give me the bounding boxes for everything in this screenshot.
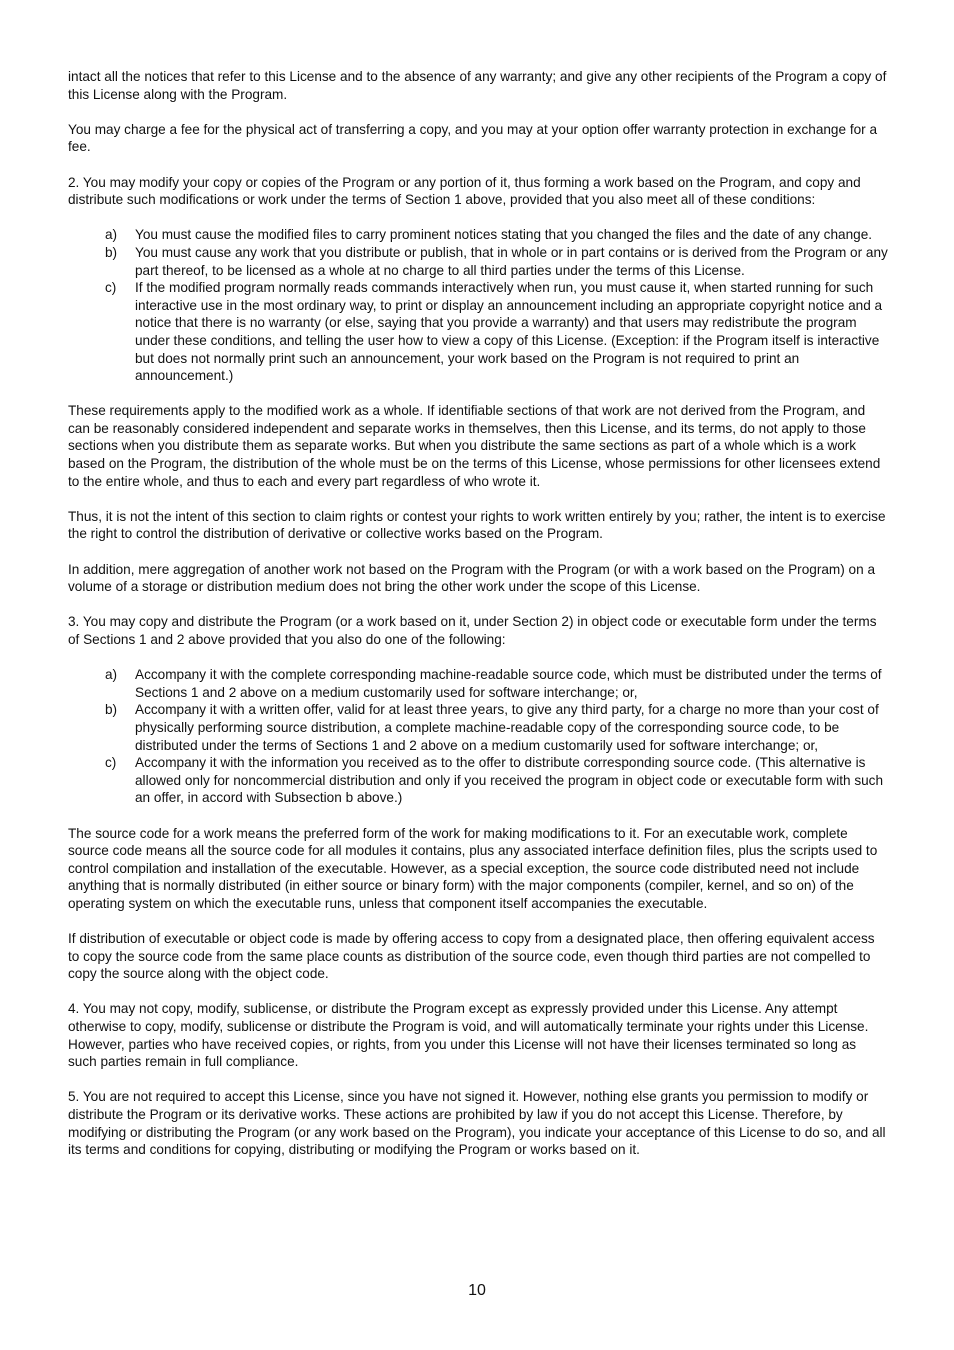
paragraph-intent: Thus, it is not the intent of this section to claim rights or contest your rights to work written entirely by you; rather, the intent is to exercise the right to control the distribution of derivative or collective works based on the Program. [68,508,886,542]
paragraph-distribution-access: If distribution of executable or object code is made by offering access to copy from a designated place, then offering equivalent access to copy the source code from the same place counts as distribution of the source code, even though third parties are not compelled to copy the source along with the object code. [68,931,875,982]
document-page [68,68,888,1176]
list-marker: b) [105,702,118,718]
list-item-text: Accompany it with the complete corresponding machine-readable source code, which must be distributed under the terms of Sections 1 and 2 above on a medium customarily used for software interchange; or, [135,667,882,700]
paragraph-notices: intact all the notices that refer to this License and to the absence of any warranty; and give any other recipients of the Program a copy of this License along with the Program. [68,69,887,102]
list-item [68,279,888,385]
list-item [68,754,888,807]
list-item [68,701,888,754]
list-marker: c) [105,280,117,296]
list-marker: c) [105,755,117,771]
list-item-text: You must cause any work that you distribute or publish, that in whole or in part contains or is derived from the Program or any part thereof, to be licensed as a whole at no charge to all third parties under the terms of this License. [135,244,888,278]
paragraph-section-2: 2. You may modify your copy or copies of the Program or any portion of it, thus forming a work based on the Program, and copy and distribute such modifications or work under the terms of Section 1 above, provided that you also meet all of these conditions: [68,174,861,208]
list-item-text: Accompany it with a written offer, valid for at least three years, to give any third party, for a charge no more than your cost of physically performing source distribution, a complete machine-readable copy of the corresponding source code, to be distributed under the terms of Sections 1 and 2 above on a medium customarily used for software interchange; or, [135,702,879,753]
paragraph-source-code: The source code for a work means the preferred form of the work for making modifications to it. For an executable work, complete source code means all the source code for all modules it contains, plus any associated interface definition files, plus the scripts used to control compilation and installation of the executable. However, as a special exception, the source code distributed need not include anything that is normally distributed (in either source or binary form) with the major components (compiler, kernel, and so on) of the operating system on which the executable runs, unless that component itself accompanies the executable. [68,825,878,911]
paragraph-requirements: These requirements apply to the modified work as a whole. If identifiable sections of that work are not derived from the Program, and can be reasonably considered independent and separate works in themselves, then this License, and its terms, do not apply to those sections when you distribute them as separate works. But when you distribute the same sections as part of a whole which is a work based on the Program, the distribution of the whole must be on the terms of this License, whose permissions for other licensees extend to the entire whole, and thus to each and every part regardless of who wrote it. [68,403,881,489]
list-item [68,666,888,701]
list-item-text: You must cause the modified files to carry prominent notices stating that you changed the files and the date of any change. [135,227,873,243]
list-item [68,226,888,244]
paragraph-section-5: 5. You are not required to accept this License, since you have not signed it. However, nothing else grants you permission to modify or distribute the Program or its derivative works. These actions are prohibited by law if you do not accept this License. Therefore, by modifying or distributing the Program (or any work based on the Program), you indicate your acceptance of this License to do so, and all its terms and conditions for copying, distributing or modifying the Program or works based on it. [68,1089,886,1158]
paragraph-section-3: 3. You may copy and distribute the Program (or a work based on it, under Section 2) in object code or executable form under the terms of Sections 1 and 2 above provided that you also do one of the following: [68,614,877,647]
paragraph-section-4: 4. You may not copy, modify, sublicense, or distribute the Program except as expressly provided under this License. Any attempt otherwise to copy, modify, sublicense or distribute the Program is void, and will automatically terminate your rights under this License. However, parties who have received copies, or rights, from you under this License will not have their licenses terminated so long as such parties remain in full compliance. [68,1001,869,1070]
list-marker: a) [105,227,118,243]
section-2-conditions-list [68,226,888,384]
section-3-options-list [68,666,888,807]
list-item-text: Accompany it with the information you received as to the offer to distribute corresponding source code. (This alternative is allowed only for noncommercial distribution and only if you received the program in object code or executable form with such an offer, in accord with Subsection b above.) [135,755,884,806]
list-marker: a) [105,667,118,683]
page-number: 10 [468,1282,486,1299]
list-item [68,244,888,279]
list-item-text: If the modified program normally reads commands interactively when run, you must cause it, when started running for such interactive use in the most ordinary way, to print or display an announcement including an appropriate copyright notice and a notice that there is no warranty (or else, saying that you provide a warranty) and that users may redistribute the program under these conditions, and telling the user how to view a copy of this License. (Exception: if the Program itself is interactive but does not normally print such an announcement, your work based on the Program is not required to print an announcement.) [135,280,883,384]
paragraph-fee: You may charge a fee for the physical act of transferring a copy, and you may at your option offer warranty protection in exchange for a fee. [68,121,878,155]
paragraph-aggregation: In addition, mere aggregation of another work not based on the Program with the Program (or with a work based on the Program) on a volume of a storage or distribution medium does not bring the other work under the scope of this License. [68,561,876,595]
list-marker: b) [105,244,118,260]
